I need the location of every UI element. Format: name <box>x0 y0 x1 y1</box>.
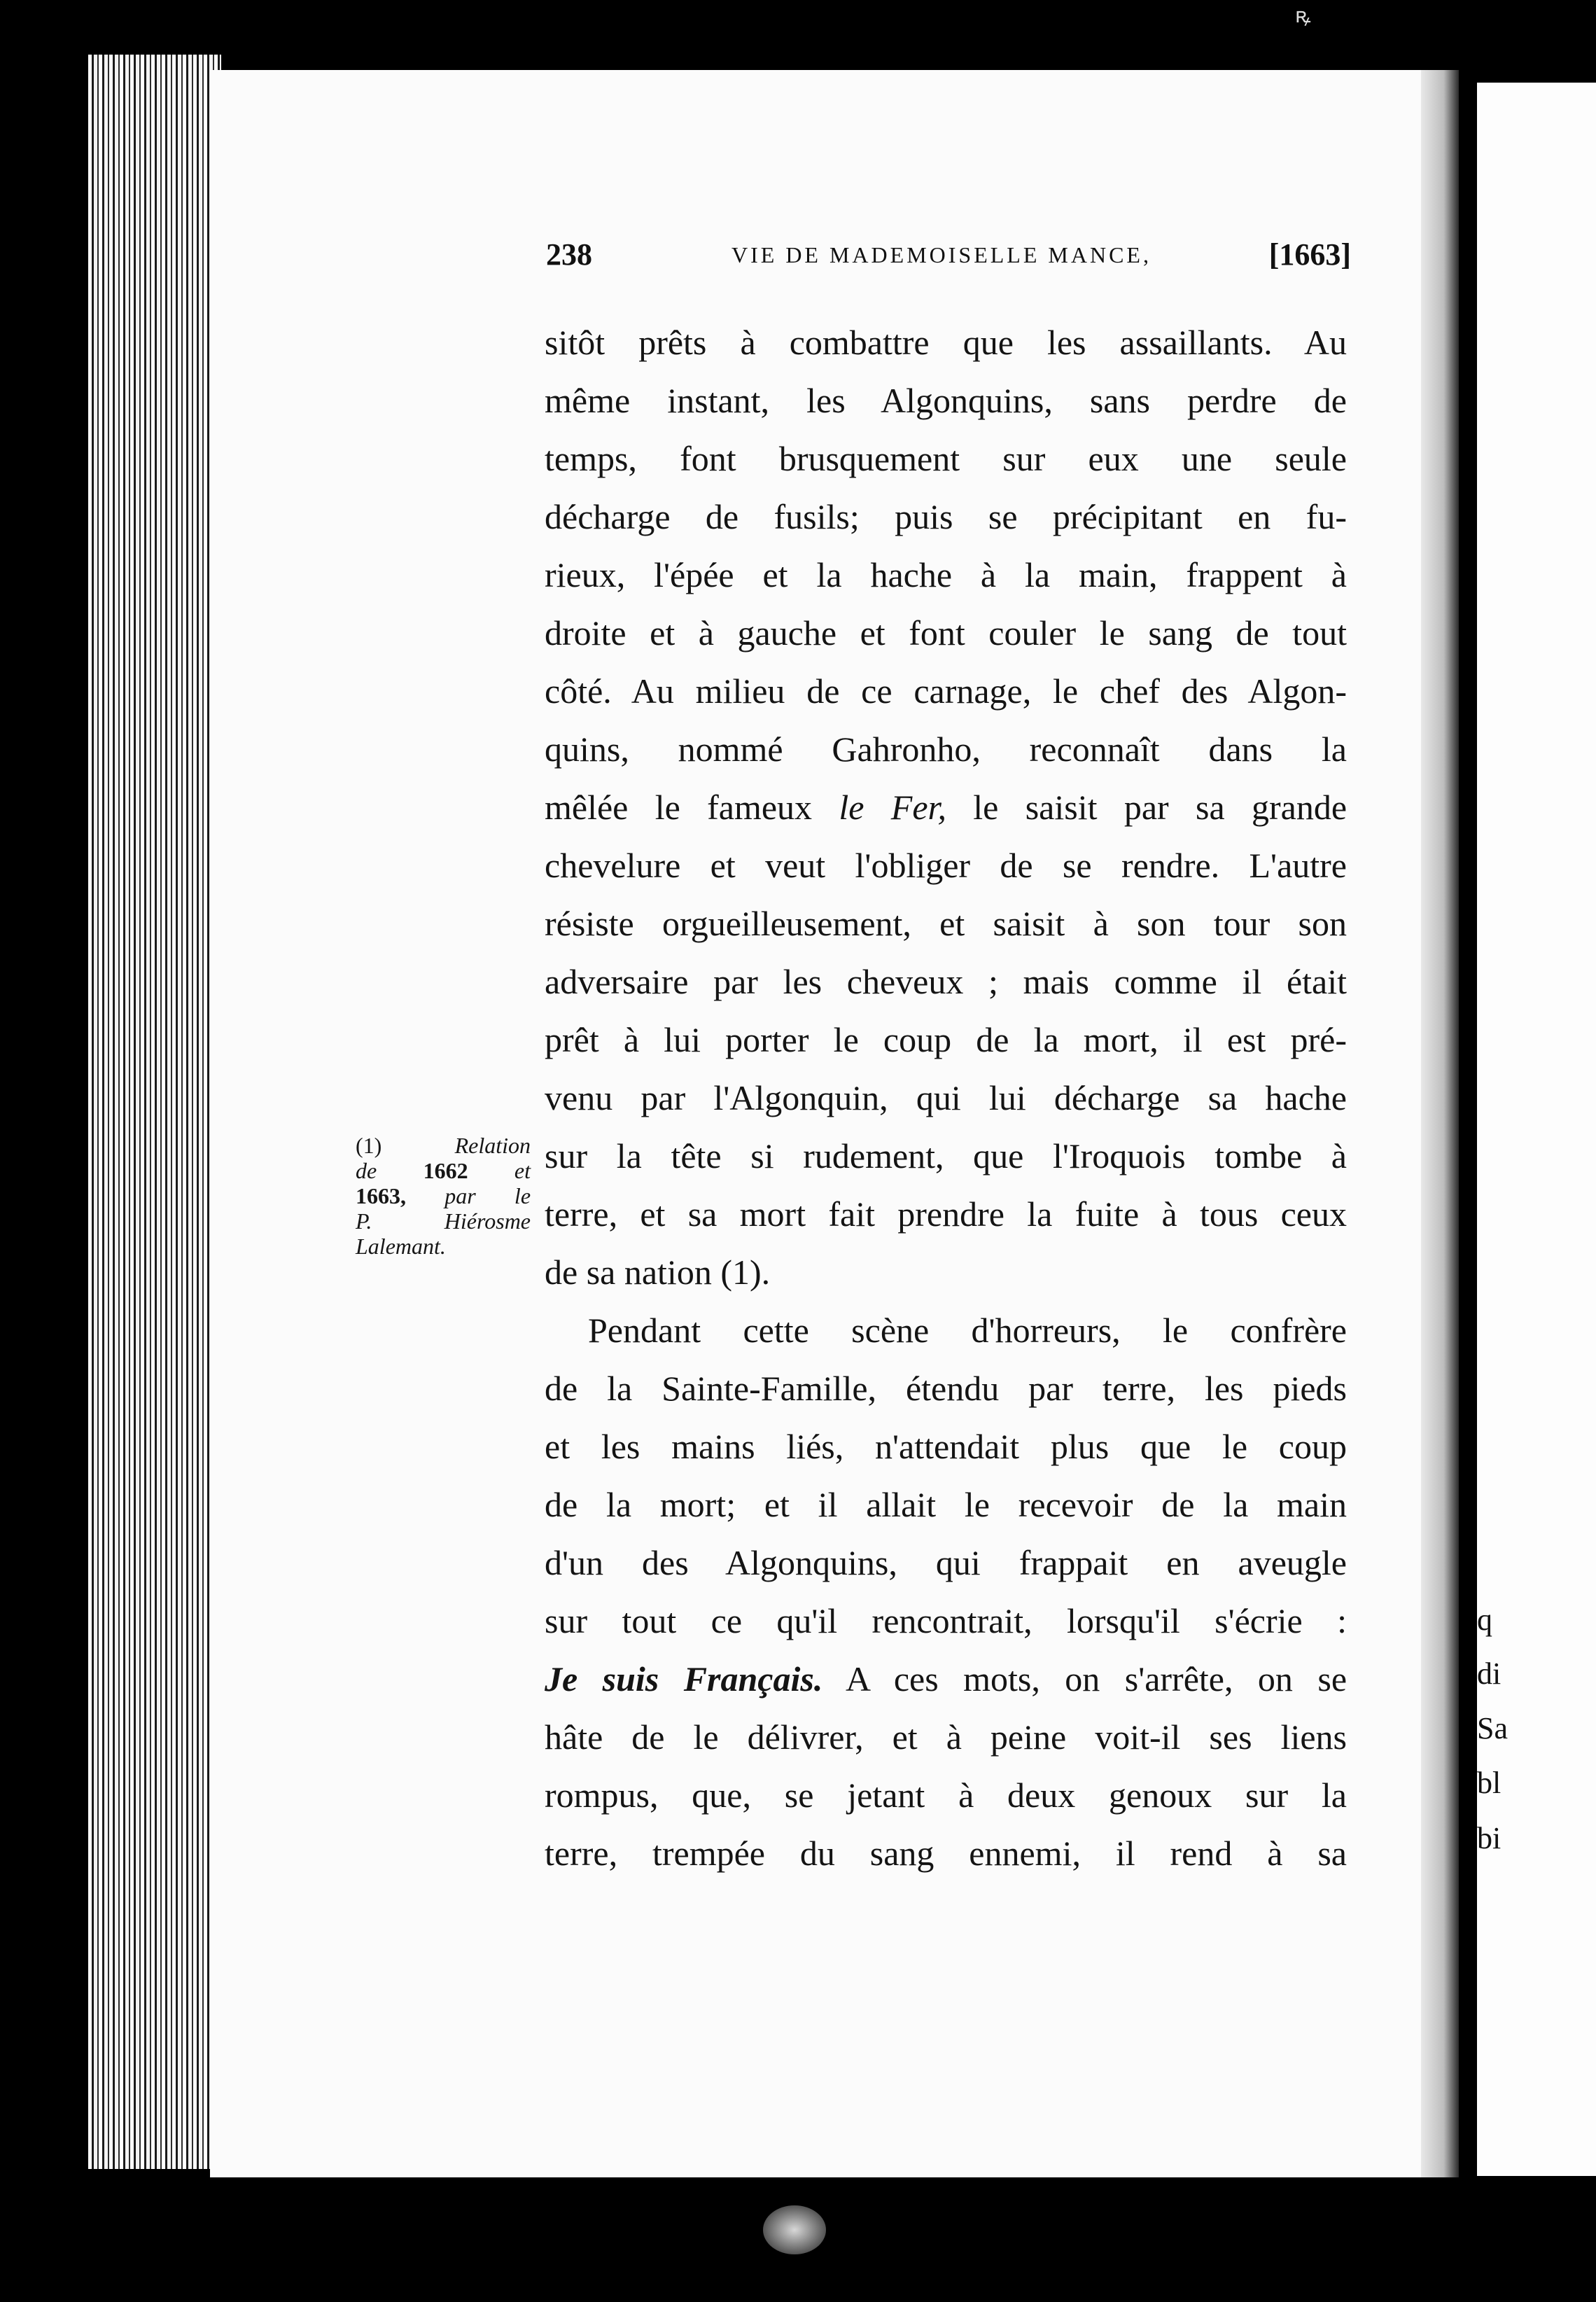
note-text: 1663, <box>356 1183 406 1208</box>
text-line: sitôt prêts à combattre que les assaillants. Au <box>545 323 1347 362</box>
page-number: 238 <box>546 237 592 272</box>
text-run: mêlée le fameux <box>545 788 839 827</box>
note-text: Relation <box>454 1133 531 1158</box>
text-line: sur la tête si rudement, que l'Iroquois tombe à <box>545 1136 1347 1176</box>
text-line: prêt à lui porter le coup de la mort, il est pré- <box>545 1020 1347 1059</box>
text-run: A ces mots, on s'arrête, on se <box>822 1659 1348 1698</box>
note-text: P. Hiérosme <box>356 1208 531 1234</box>
gutter-shadow <box>1421 70 1459 2177</box>
running-header <box>539 237 1351 279</box>
note-text: et <box>514 1158 531 1183</box>
text-line: terre, trempée du sang ennemi, il rend à sa <box>545 1834 1347 1873</box>
scan-mark: ꝶ <box>1295 4 1311 28</box>
note-text: de <box>356 1158 377 1183</box>
facing-page-text: di <box>1477 1656 1502 1691</box>
text-line: rieux, l'épée et la hache à la main, frappent à <box>545 555 1347 594</box>
facing-page-text: q <box>1477 1603 1492 1637</box>
text-line <box>545 1650 1347 1708</box>
text-line <box>545 779 1347 837</box>
facing-page-text: Sa <box>1477 1711 1508 1745</box>
text-line: temps, font brusquement sur eux une seule <box>545 439 1347 478</box>
note-line <box>356 1183 531 1208</box>
text-line: terre, et sa mort fait prendre la fuite à tous ceux <box>545 1194 1347 1234</box>
facing-page-text: bl <box>1477 1766 1502 1800</box>
header-year: [1663] <box>1268 237 1351 272</box>
text-line: sur tout ce qu'il rencontrait, lorsqu'il s'écrie : <box>545 1601 1347 1640</box>
note-line <box>356 1234 531 1259</box>
text-line: rompus, que, se jetant à deux genoux sur la <box>545 1776 1347 1815</box>
running-title: VIE DE MADEMOISELLE MANCE, <box>732 242 1152 267</box>
text-line: quins, nommé Gahronho, reconnaît dans la <box>545 730 1347 769</box>
text-line: de la mort; et il allait le recevoir de la main <box>545 1485 1347 1524</box>
page-edges <box>88 55 221 2169</box>
text-line: adversaire par les cheveux ; mais comme il était <box>545 962 1347 1001</box>
margin-footnote <box>356 1133 531 1259</box>
text-line: hâte de le délivrer, et à peine voit-il ses liens <box>545 1717 1347 1757</box>
text-line: de sa nation (1). <box>545 1253 771 1292</box>
text-line: d'un des Algonquins, qui frappait en aveugle <box>545 1543 1347 1582</box>
note-line <box>356 1133 531 1158</box>
note-line <box>356 1158 531 1183</box>
note-marker: (1) <box>356 1133 382 1158</box>
text-line: chevelure et veut l'obliger de se rendre. L'autre <box>545 846 1347 885</box>
note-text: par <box>444 1183 476 1208</box>
text-line: droite et à gauche et font couler le sang de tout <box>545 613 1347 653</box>
text-line: même instant, les Algonquins, sans perdre de <box>545 381 1347 420</box>
note-line <box>356 1208 531 1234</box>
text-run: le saisit par sa grande <box>946 788 1348 827</box>
bold-italic-phrase: Je suis Français. <box>545 1659 823 1698</box>
text-line: venu par l'Algonquin, qui lui décharge sa hache <box>545 1078 1347 1117</box>
facing-page-fragment <box>1477 83 1596 2176</box>
scan-smudge <box>763 2205 826 2254</box>
text-line: et les mains liés, n'attendait plus que le coup <box>545 1427 1347 1466</box>
note-text: 1662 <box>423 1158 468 1183</box>
italic-name: le Fer, <box>839 788 946 827</box>
text-line: de la Sainte-Famille, étendu par terre, les pieds <box>545 1369 1347 1408</box>
body-text <box>545 314 1347 1883</box>
paragraph-start: Pendant cette scène d'horreurs, le confrère <box>588 1311 1347 1350</box>
text-line: résiste orgueilleusement, et saisit à son tour son <box>545 904 1347 943</box>
text-line: côté. Au milieu de ce carnage, le chef des Algon- <box>545 671 1347 711</box>
note-text: Lalemant. <box>356 1234 446 1259</box>
facing-page-text: bi <box>1477 1821 1502 1855</box>
text-line: décharge de fusils; puis se précipitant en fu- <box>545 497 1347 536</box>
note-text: le <box>514 1183 531 1208</box>
